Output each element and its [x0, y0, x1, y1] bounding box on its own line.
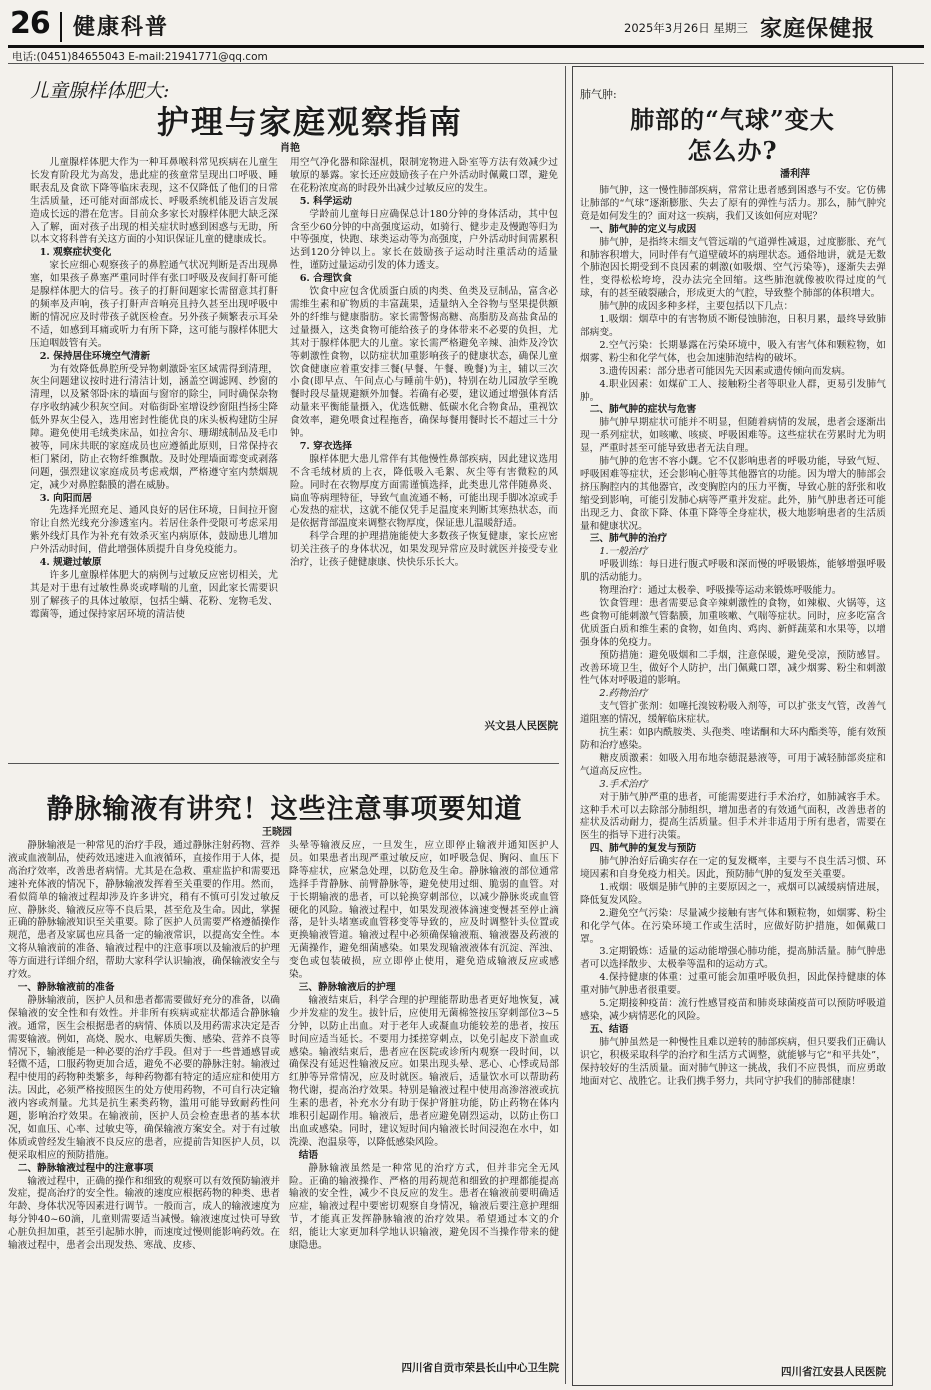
paragraph: 抗生素：如β内酰胺类、头孢类、喹诺酮和大环内酯类等，能有效预防和治疗感染。 — [580, 727, 886, 751]
article1-column-2 — [290, 157, 558, 687]
paragraph: 儿童腺样体肥大作为一种耳鼻喉科常见疾病在儿童生长发育阶段尤为高发，患此症的孩童常呈现出口呼吸、睡眠表乱及食欲下降等临床表现，这不仅降低了他们的日常生活质量，还可能对面部成长、呼吸系统机能及语言发展造成长远的潜在危害。目前众多家长对腺样体肥大缺乏深入了解，面对孩子出现的相关症状时感到困惑与无助，所以本文将科普有关这方面的小知识保证儿童的健康成长。 — [30, 157, 278, 246]
paragraph: 用空气净化器和除湿机，限制宠物进入卧室等方法有效减少过敏原的暴露。家长还应鼓励孩子在户外活动时佩戴口罩，避免在花粉浓度高的时段外出减少过敏反应的发生。 — [290, 157, 558, 194]
article2-column-1 — [8, 840, 280, 1385]
article3-author: 潘利萍 — [780, 169, 810, 180]
paragraph: 头晕等输液反应，一旦发生，应立即停止输液并通知医护人员。如果患者出现严重过敏反应，如呼吸急促、胸闷、血压下降等症状，应紧急处理，以防危及生命。静脉输液的部位通常选择手背静脉、前臂静脉等，避免使用过细、脆弱的血管。对于长期输液的患者，可以轮换穿刺部位，以减少静脉炎或血管硬化的风险。输液过程中，如果发现液体滴速变慢甚至停止滴落，是针头堵塞或血管移变等导致的，应及时调整针头位置或更换输液管道。输液过程中必须确保输液瓶、输液器及药液的无菌操作，避免细菌感染。如果发现输液液体有沉淀、浑浊、变色或包装破损，应立即停止使用，避免造成输液反应或感染。 — [289, 840, 559, 981]
paragraph: 4.职业因素：如煤矿工人、接触粉尘者等职业人群，更易引发肺气肿。 — [580, 378, 886, 403]
paragraph: 静脉输液虽然是一种常见的治疗方式，但并非完全无风险。正确的输液操作、严格的用药规范和细致的护理都能提高输液的安全性，减少不良反应的发生。患者在输液前要明确适应症，输液过程中要密切观察自身情况，输液后要注意护理细节，才能真正发挥静脉输液的治疗效果。希望通过本文的介绍，能让大家更加科学地认识输液，避免因不当操作带来的健康隐患。 — [289, 1162, 559, 1252]
article2-column-2 — [289, 840, 559, 1355]
paragraph: 肺气肿，这一慢性肺部疾病，常常让患者感到困惑与不安。它仿佛让肺部的“气球”逐渐膨胀、失去了原有的弹性与活力。那么，肺气肿究竟是如何发生的？面对这一疾病，我们又该如何应对呢？ — [580, 185, 886, 222]
article3-source: 四川省江安县人民医院 — [781, 1366, 886, 1378]
article1-title: 护理与家庭观察指南 — [156, 103, 463, 141]
subsection-heading: 3.手术治疗 — [599, 778, 648, 790]
subsection-heading: 2.药物治疗 — [599, 688, 648, 700]
section-heading: 三、静脉输液后的护理 — [298, 981, 396, 993]
article2-author: 王晓园 — [262, 827, 292, 838]
paragraph: 饮食中应包含优质蛋白质的肉类、鱼类及豆制品，富含必需维生素和矿物质的丰富蔬果，适量纳入全谷物与坚果提供额外的纤维与健康脂肪。家长需警惕高糖、高脂肪及高盐食品的过量摄入，这类食物可能给孩子的身体带来不必要的负担，尤其对于腺样体肥大的儿童。家长需严格避免辛辣、油炸及冷饮等刺激性食物，以防症状加重影响孩子的健康状态，确保儿童饮食健康应着重安排三餐(早餐、午餐、晚餐)为主，辅以三次小食(即早点、午间点心与睡前牛奶)，特别在幼儿园放学至晚餐时段尽量规避额外加餐。若确有必要，建议通过增强体育活动量来平衡能量摄入，优选低糖、低碳水化合物食品，重视饮食效率，避免喂食过程拖沓，确保每餐用餐时长不超过三十分钟。 — [290, 286, 558, 440]
paragraph: 科学合理的护理措施能使大多数孩子恢复健康，家长应密切关注孩子的身体状况，如果发现异常应及时就医并接受专业治疗，让孩子健健康康、快快乐乐长大。 — [290, 531, 558, 569]
paragraph: 肺气肿的危害不容小觑。它不仅影响患者的呼吸功能，导致气短、呼吸困难等症状，还会影响心脏等其他器官的功能。因为增大的肺部会挤压胸腔内的其他器官，改变胸腔内的压力平衡，导致心脏的舒张和收缩受到影响，可能引发肺心病等严重并发症。此外，肺气肿患者还可能出现乏力、食欲下降、体重下降等全身症状，极大地影响患者的生活质量和健康状况。 — [580, 456, 886, 532]
column-divider — [565, 66, 566, 1384]
paragraph: 糖皮质激素：如吸入用布地奈德混悬液等，可用于减轻肺部炎症和气道高反应性。 — [580, 752, 886, 777]
page-number: 26 — [10, 6, 50, 41]
section-heading: 2. 保持居住环境空气清新 — [39, 350, 151, 362]
paragraph: 物理治疗：通过太极拳、呼吸操等运动来锻炼呼吸能力。 — [599, 585, 842, 597]
newspaper-masthead: 家庭保健报 — [760, 16, 876, 42]
paragraph: 饮食管理：患者需要忌食辛辣刺激性的食物，如辣椒、火锅等，这些食物可能刺激气管黏膜，加重咳嗽、气喘等症状。同时，应多吃富含优质蛋白质和维生素的食物，如鱼肉、鸡肉、新鲜蔬菜和水果等，以增强身体的免疫力。 — [580, 598, 886, 648]
section-heading: 二、肺气肿的症状与危害 — [589, 404, 697, 416]
article1-column-1 — [30, 157, 278, 767]
paragraph: 4.保持健康的体重：过重可能会加重呼吸负担，因此保持健康的体重对肺气肿患者很重要。 — [580, 972, 886, 997]
article2-title: 静脉输液有讲究！这些注意事项要知道 — [46, 794, 523, 825]
section-heading: 二、静脉输液过程中的注意事项 — [17, 1162, 154, 1174]
section-heading: 四、肺气肿的复发与预防 — [589, 843, 697, 855]
paragraph: 对于肺气肿严重的患者，可能需要进行手术治疗，如肺减容手术。这种手术可以去除部分肺组织，增加患者的有效通气面积，改善患者的症状及活动耐力，提高生活质量。但手术并非适用于所有患者，需要在医生的指导下进行决策。 — [580, 791, 886, 842]
article3-body — [580, 185, 886, 1355]
article1-source: 兴文县人民医院 — [484, 720, 558, 732]
paragraph: 2.避免空气污染：尽量减少接触有害气体和颗粒物，如烟雾、粉尘和化学气体。在污染环境工作或生活时，应做好防护措施，如佩戴口罩。 — [580, 907, 886, 945]
contact-rule — [8, 63, 924, 64]
paragraph: 2.空气污染：长期暴露在污染环境中，吸入有害气体和颗粒物，如烟雾、粉尘和化学气体，也会加速肺泡结构的破坏。 — [580, 339, 886, 364]
section-heading: 一、静脉输液前的准备 — [17, 981, 115, 993]
article3-title-line2: 怎么办? — [687, 136, 778, 165]
paragraph: 支气管扩张剂：如噻托溴铵粉吸入剂等，可以扩张支气管，改善气道阻塞的情况，缓解临床症状。 — [580, 701, 886, 726]
paragraph: 肺气肿治好后确实存在一定的复发概率，主要与不良生活习惯、环境因素和自身免疫力相关。因此，预防肺气肿的复发至关重要。 — [580, 856, 886, 881]
paragraph: 静脉输液是一种常见的治疗手段，通过静脉注射药物、营养液或血液制品，使药效迅速进入血液循环，直接作用于人体，提高治疗效率，改善患者病情。尤其是在急救、重症监护和需要迅速补充体液的情况下，静脉输液发挥着至关重要的作用。然而，看似简单的输液过程却涉及许多讲究，稍有不慎可引发过敏反应、静脉炎、输液反应等不良后果，甚至危及生命。因此，掌握正确的静脉输液知识至关重要。除了医护人员需要严格遵循操作规范，患者及家属也应具备一定的输液常识，以提高安全性。本文将从输液前的准备、输液过程中的注意事项以及输液后的护理等方面进行详细介绍，帮助大家科学认识输液，确保输液安全与疗效。 — [8, 840, 280, 981]
section-heading: 6. 合理饮食 — [299, 273, 352, 285]
section-heading: 结语 — [298, 1149, 319, 1161]
paragraph: 5.定期接种疫苗：流行性感冒疫苗和肺炎球菌疫苗可以预防呼吸道感染，减少病情恶化的风险。 — [580, 998, 886, 1022]
paragraph: 预防措施：避免吸烟和二手烟，注意保暖，避免受凉，预防感冒。改善环境卫生，做好个人防护，出门佩戴口罩，减少烟雾、粉尘和刺激性气体对呼吸道的影响。 — [580, 649, 886, 687]
section-heading: 一、肺气肿的定义与成因 — [589, 223, 697, 235]
article3-kicker: 肺气肿: — [580, 88, 617, 101]
issue-date: 2025年3月26日 星期三 — [624, 21, 748, 35]
header-rule — [8, 45, 924, 48]
paragraph: 肺气肿虽然是一种慢性且难以逆转的肺部疾病，但只要我们正确认识它，积极采取科学的治疗和生活方式调整，就能够与它“和平共处”，保持较好的生活质量。面对肺气肿这一挑战，我们不应畏惧，而应勇敢地面对它、战胜它。让我们携手努力，共同守护我们的肺部健康！ — [580, 1036, 886, 1087]
section-heading: 7. 穿衣选择 — [299, 440, 352, 452]
paragraph: 许多儿童腺样体肥大的病例与过敏反应密切相关，尤其是对于患有过敏性鼻炎或哮喘的儿童，因此家长需要识别了解孩子的具体过敏原，包括尘螨、花粉、宠物毛发、霉菌等，通过保持家居环境的清洁使 — [30, 570, 278, 620]
section-heading: 三、肺气肿的治疗 — [589, 533, 668, 545]
section-heading: 5. 科学运动 — [299, 195, 352, 207]
article1-kicker: 儿童腺样体肥大: — [30, 80, 170, 102]
contact-line: 电话:(0451)84655043 E-mail:21941771@qq.com — [12, 51, 268, 63]
paragraph: 输液过程中，正确的操作和细致的观察可以有效预防输液并发症，提高治疗的安全性。输液的速度应根据药物的种类、患者年龄、身体状况等因素进行调节。一般而言，成人的输液速度为每分钟40~60滴，儿童则需要适当减慢。输液速度过快可导致心脏负担加重，甚至引起肺水肿，而速度过慢则能影响药效。在输液过程中，患者会出现发热、寒战、皮疹、 — [8, 1175, 280, 1252]
section-heading: 3. 向阳而居 — [39, 492, 92, 504]
paragraph: 腺样体肥大患儿常伴有其他慢性鼻部疾病，因此建议选用不含毛绒材质的上衣，降低吸入毛絮、灰尘等有害微粒的风险。同时在衣物厚度方面需谨慎选择，此类患儿常伴随鼻炎、扁血等病理特征，导致气血流通不畅，可能出现手脚冰凉或手心发热的症状，这就不能仅凭手足温度来判断其寒热状态，而是依据背部温度来调整衣物厚度，保证患儿温暖舒适。 — [290, 453, 558, 530]
article-divider — [8, 763, 559, 764]
section-heading: 4. 规避过敏原 — [39, 557, 102, 569]
paragraph: 为有效降低鼻腔所受异物刺激卧室区域需得到清理，灰尘问题建议按时进行清洁计划，涵盖空调滤网、纱窗的清理，以及紧邻卧床的墙面与窗帘的除尘，同时确保杂物存序收纳减少积灰空间。对临街卧室增设纱窗阻挡扬尘降低外界灰尘侵入，选用密封性能优良的床头板构建防尘屏障。避免使用毛绒类床品，如拉舍尔、珊瑚绒制品及毛巾被等，同床共眠的家庭成员也应遵循此原则，日常保持衣柜门紧闭，防止衣物纤维飘散。及时处理墙面霉变或剥落问题，强烈建议家庭成员考虑戒烟，严格遵守室内禁烟规定，减少对鼻腔黏膜的潜在威胁。 — [30, 363, 278, 491]
subsection-heading: 1.一般治疗 — [599, 546, 648, 558]
paragraph: 先选择光照充足、通风良好的居住环境，日间拉开窗帘让自然光线充分渗透室内。若居住条件受限可考虑采用紫外线灯具作为补充有效杀灭室内病原体，鼓励患儿增加户外活动时间，借此增强体质提升自身免疫能力。 — [30, 505, 278, 556]
paragraph: 1.戒烟：吸烟是肺气肿的主要原因之一，戒烟可以减缓病情进展，降低复发风险。 — [580, 881, 886, 906]
paragraph: 家长应细心观察孩子的鼻腔通气状况判断是否出现鼻塞，如果孩子鼻塞严重同时伴有张口呼吸及夜间打鼾可能是腺样体肥大的信号。孩子的打鼾间题家长需留意其打鼾的频率及声响，孩子打鼾声音响亮且持久甚至出现呼吸中断的情况应及时带孩子就医检查。另外孩子频繁表示耳朵不适，如感到耳痛或听力有所下降，这可能与腺样体肥大压迫咽鼓管有关。 — [30, 260, 278, 349]
paragraph: 输液结束后，科学合理的护理能帮助患者更好地恢复，减少并发症的发生。拔针后，应使用无菌棉签按压穿刺部位3~5分钟，以防止出血。对于老年人或凝血功能较差的患者，按压时间应适当延长。不要用力揉搓穿刺点，以免引起皮下淤血或感染。输液结束后，患者应在医院或诊所内观察一段时间，以确保没有延迟性输液反应。如果出现头晕、恶心、心悸或局部红肿等异常情况，应及时就医。输液后，适量饮水可以帮助药物代谢，提高治疗效果。特别是输液过程中使用高渗溶液或抗生素的患者，补充水分有助于保护肾脏功能，防止药物在体内堆积引起副作用。输液后，患者应避免剧烈运动，以防止伤口出血或感染。同时，建议短时间内输液长时间浸泡在水中，如洗澡、泡温泉等，以降低感染风险。 — [289, 994, 559, 1148]
paragraph: 肺气肿早期症状可能并不明显，但随着病情的发展，患者会逐渐出现一系列症状，如咳嗽、咳痰、呼吸困难等。这些症状在劳累时尤为明显，严重时甚至可能导致患者无法自理。 — [580, 417, 886, 455]
paragraph: 肺气肿，是指终末细支气管远端的气道弹性减退，过度膨胀、充气和肺容积增大，同时伴有气道壁破坏的病理状态。通俗地讲，就是无数个肺泡因长期受到不良因素的刺激(如吸烟、空气污染等)，逐渐失去弹性，变得松松垮垮，没办法完全回缩。这些肺泡就像被吹得过度的气球，有的甚至破裂融合，形成更大的气腔，导致整个肺部的体积增大。 — [580, 236, 886, 300]
header-divider — [60, 12, 62, 42]
section-heading: 1. 观察症状变化 — [39, 247, 112, 259]
paragraph: 1.吸烟：烟草中的有害物质不断侵蚀肺泡，日积月累，最终导致肺部病变。 — [580, 314, 886, 338]
article1-author: 肖艳 — [280, 143, 300, 154]
paragraph: 肺气肿的成因多种多样，主要包括以下几点： — [599, 301, 794, 313]
paragraph: 呼吸训练：每日进行腹式呼吸和深而慢的呼吸锻炼，能够增强呼吸肌的活动能力。 — [580, 559, 886, 584]
article2-source: 四川省自贡市荣县长山中心卫生院 — [401, 1362, 559, 1374]
article3-title-line1: 肺部的“气球”变大 — [630, 105, 835, 134]
paragraph: 3.定期锻炼：适量的运动能增强心肺功能，提高肺活量。肺气肿患者可以选择散步、太极拳等温和的运动方式。 — [580, 946, 886, 971]
section-name: 健康科普 — [73, 14, 170, 40]
section-heading: 五、结语 — [589, 1023, 629, 1035]
paragraph: 学龄前儿童每日应确保总计180分钟的身体活动，其中包含至少60分钟的中高强度运动，如骑行、健步走及慢跑等归为中等强度，快跑、球类运动等为高强度，户外活动时间需累积达到120分钟以上。家长在鼓励孩子运动时注重活动的适量性，谨防过量运动引发的体力透支。 — [290, 208, 558, 272]
paragraph: 3.遗传因素：部分患者可能因先天因素或遗传倾向而发病。 — [599, 365, 851, 377]
paragraph: 静脉输液前，医护人员和患者都需要做好充分的准备，以确保输液的安全性和有效性。并非所有疾病或症状都适合静脉输液。通常，医生会根据患者的病情、体质以及用药需求决定是否需要输液。例如，高烧、脱水、电解质失衡、感染、营养不良等情况下，输液能是一种必要的治疗手段。但对于一些普通感冒或轻微不适，口服药物更加合适，避免不必要的静脉注射。输液过程中使用的药物种类繁多，每种药物都有特定的适应症和使用方法。因此，必须严格按照医生的处方使用药物，不可自行决定输液内容或剂量。尤其是抗生素类药物，滥用可能导致耐药性问题，影响治疗效果。在输液前，医护人员会检查患者的基本状况，如血压、心率、过敏史等，确保输液方案安全。对于有过敏体质或曾经发生输液不良反应的患者，应提前告知医护人员，以便采取相应的预防措施。 — [8, 994, 280, 1161]
